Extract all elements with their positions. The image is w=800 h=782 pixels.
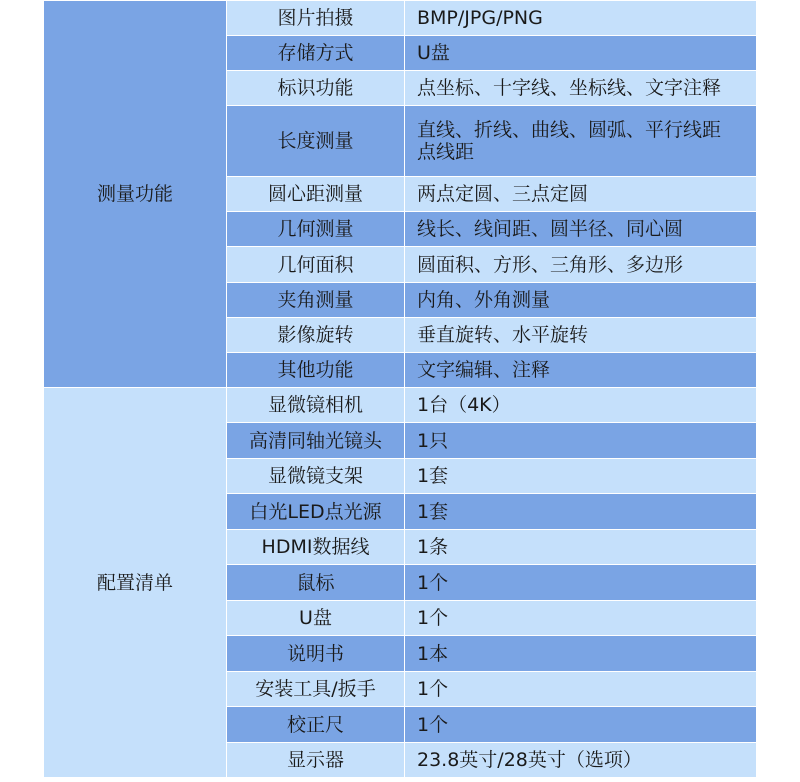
spec-name: 影像旋转 [227,318,405,353]
spec-name: 鼠标 [227,565,405,601]
spec-name: 几何面积 [227,247,405,283]
spec-name: U盘 [227,601,405,636]
spec-value: 点坐标、十字线、坐标线、文字注释 [405,71,757,106]
spec-value: 1个 [405,565,757,601]
group-label-measurement: 测量功能 [44,1,227,388]
spec-value: 23.8英寸/28英寸（选项） [405,743,757,778]
spec-name: 显微镜相机 [227,388,405,423]
table-row [44,388,757,423]
spec-value: 文字编辑、注释 [405,353,757,388]
spec-name: HDMI数据线 [227,530,405,565]
spec-value: 圆面积、方形、三角形、多边形 [405,247,757,283]
spec-value: 1套 [405,459,757,494]
spec-value: 1个 [405,707,757,743]
spec-name: 标识功能 [227,71,405,106]
spec-value: 1只 [405,423,757,459]
spec-value: 1本 [405,636,757,672]
spec-name: 几何测量 [227,212,405,247]
spec-value: 1个 [405,672,757,707]
spec-name: 显示器 [227,743,405,778]
spec-name: 存储方式 [227,36,405,71]
spec-name: 其他功能 [227,353,405,388]
spec-value: 1台（4K） [405,388,757,423]
spec-value-line: 点线距 [417,141,475,163]
spec-value: U盘 [405,36,757,71]
spec-name: 显微镜支架 [227,459,405,494]
spec-value: 1个 [405,601,757,636]
spec-name: 高清同轴光镜头 [227,423,405,459]
spec-value: 线长、线间距、圆半径、同心圆 [405,212,757,247]
spec-value [405,106,757,177]
spec-name: 安装工具/扳手 [227,672,405,707]
spec-value: 1条 [405,530,757,565]
spec-value: BMP/JPG/PNG [405,1,757,36]
spec-value: 垂直旋转、水平旋转 [405,318,757,353]
table-row [44,1,757,36]
spec-value: 两点定圆、三点定圆 [405,177,757,212]
spec-value-line: 直线、折线、曲线、圆弧、平行线距 [417,119,722,141]
spec-name: 图片拍摄 [227,1,405,36]
spec-value: 1套 [405,494,757,530]
spec-table [43,0,757,778]
group-label-package-list: 配置清单 [44,388,227,778]
spec-name: 说明书 [227,636,405,672]
spec-name: 长度测量 [227,106,405,177]
spec-name: 圆心距测量 [227,177,405,212]
spec-name: 白光LED点光源 [227,494,405,530]
spec-name: 夹角测量 [227,283,405,318]
spec-name: 校正尺 [227,707,405,743]
spec-value: 内角、外角测量 [405,283,757,318]
